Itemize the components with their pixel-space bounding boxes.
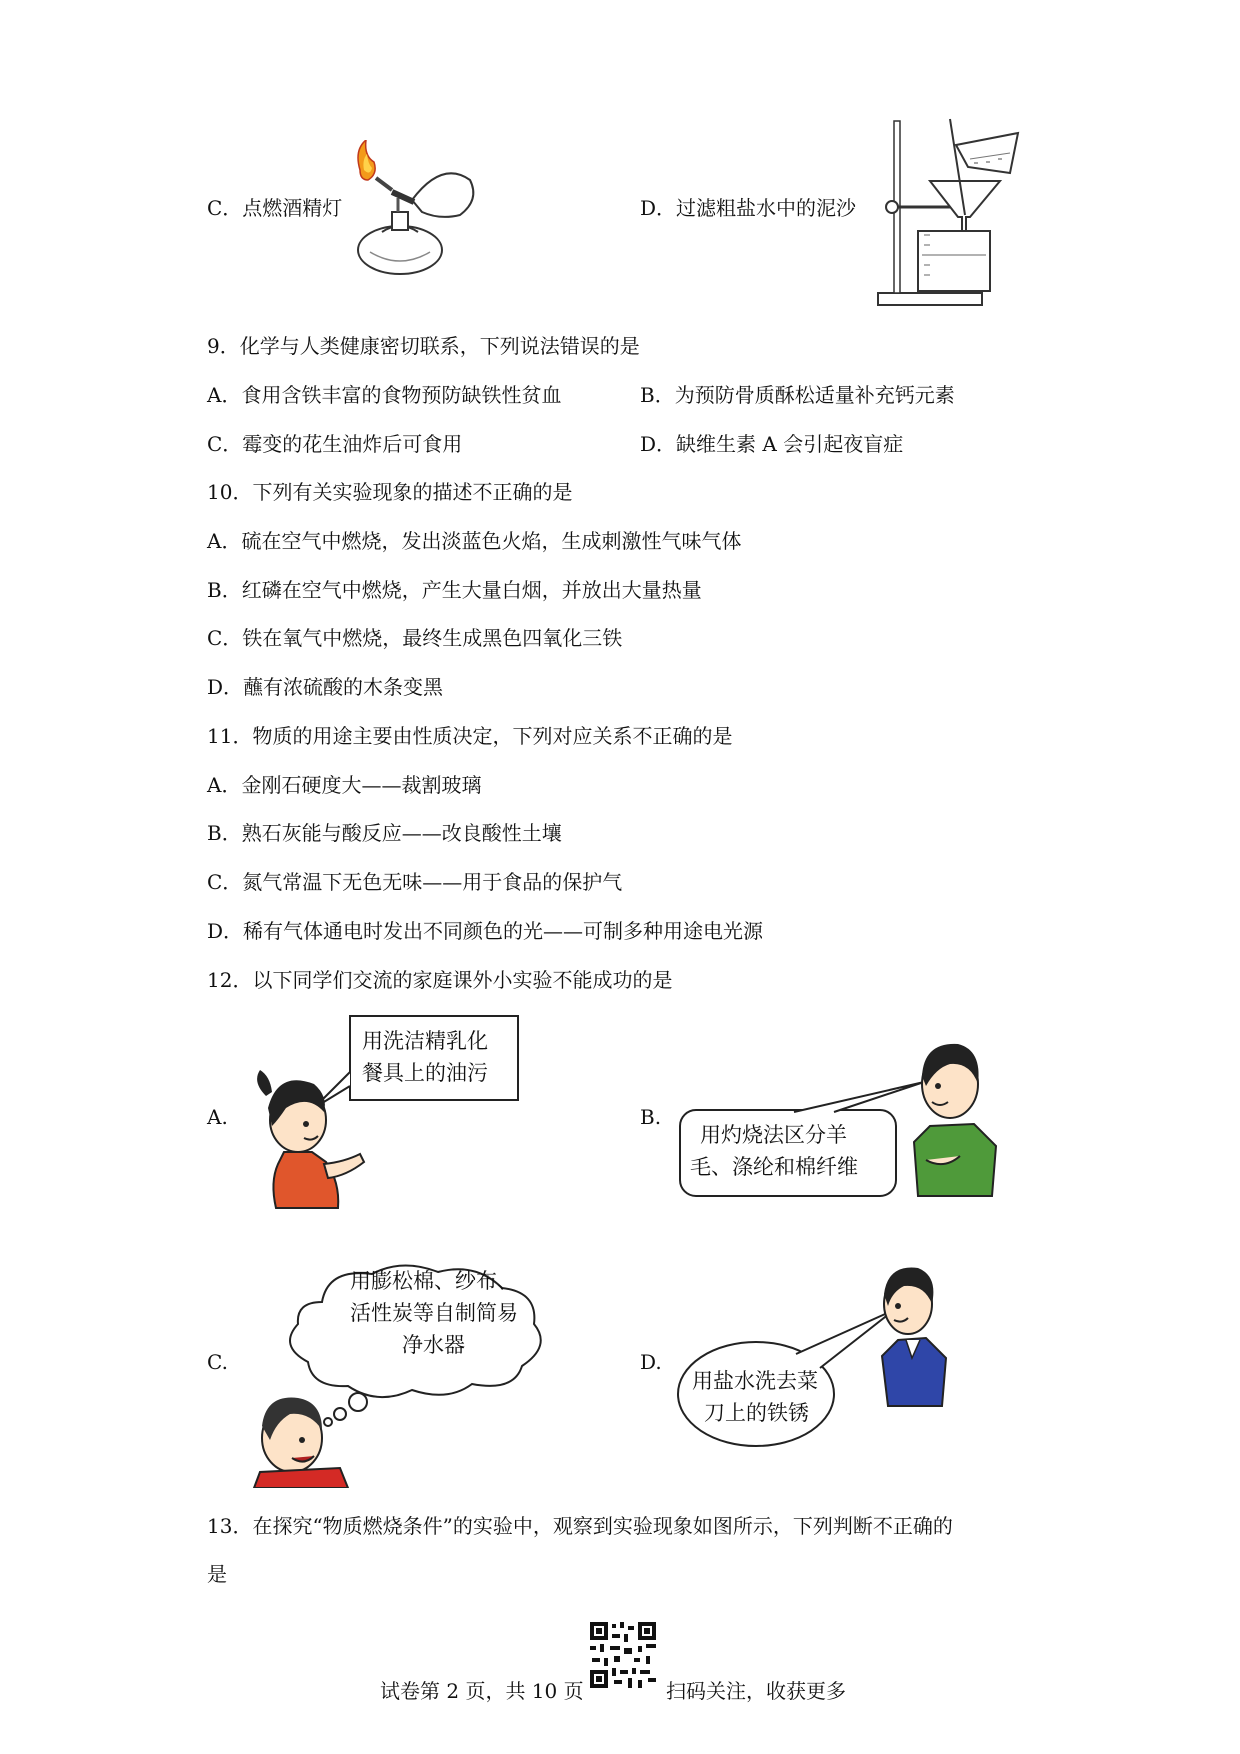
q9-option-d: D．缺维生素 A 会引起夜盲症 [640,432,904,456]
filtration-apparatus-illustration [870,115,1030,310]
option-d-text: D．过滤粗盐水中的泥沙 [640,196,857,220]
q11-option-c: C．氮气常温下无色无味——用于食品的保护气 [207,870,623,894]
bubble-d-line1: 用盐水洗去菜 [692,1369,818,1393]
q9-stem: 9．化学与人类健康密切联系，下列说法错误的是 [207,334,640,358]
qr-code-icon[interactable] [588,1620,658,1690]
q12-label-a: A. [207,1105,228,1129]
bubble-a-line2: 餐具上的油污 [362,1061,488,1085]
man-cartoon-d [676,1258,976,1458]
bubble-a-line1: 用洗洁精乳化 [362,1029,488,1053]
bubble-b-line2: 毛、涤纶和棉纤维 [690,1155,858,1179]
q11-option-d: D．稀有气体通电时发出不同颜色的光——可制多种用途电光源 [207,919,764,943]
alcohol-lamp-illustration [352,140,482,280]
q11-stem: 11．物质的用途主要由性质决定，下列对应关系不正确的是 [207,724,733,748]
bubble-d-line2: 刀上的铁锈 [704,1401,809,1425]
q12-label-c: C. [207,1350,228,1374]
bubble-c-line1: 用膨松棉、纱布、 [350,1269,518,1293]
q9-option-b: B．为预防骨质酥松适量补充钙元素 [640,383,955,407]
q10-option-c: C．铁在氧气中燃烧，最终生成黑色四氧化三铁 [207,626,623,650]
bubble-b-line1: 用灼烧法区分羊 [700,1123,847,1147]
q9-option-a: A．食用含铁丰富的食物预防缺铁性贫血 [207,383,562,407]
q10-option-d: D．蘸有浓硫酸的木条变黑 [207,675,444,699]
q12-label-d: D. [640,1350,662,1374]
q12-label-b: B. [640,1105,662,1129]
q10-stem: 10．下列有关实验现象的描述不正确的是 [207,480,573,504]
q10-option-b: B．红磷在空气中燃烧，产生大量白烟，并放出大量热量 [207,578,702,602]
bubble-c-line3: 净水器 [402,1333,465,1357]
q11-option-a: A．金刚石硬度大——裁割玻璃 [207,773,482,797]
q13-stem-cont: 是 [207,1562,227,1586]
bubble-c-line2: 活性炭等自制简易 [350,1301,518,1325]
footer-scan-hint: 扫码关注，收获更多 [666,1679,846,1703]
q11-option-b: B．熟石灰能与酸反应——改良酸性土壤 [207,821,562,845]
footer-page-info: 试卷第 2 页，共 10 页 [380,1679,584,1703]
q9-option-c: C．霉变的花生油炸后可食用 [207,432,463,456]
q12-stem: 12．以下同学们交流的家庭课外小实验不能成功的是 [207,968,673,992]
q10-option-a: A．硫在空气中燃烧，发出淡蓝色火焰，生成刺激性气味气体 [207,529,742,553]
option-c-text: C．点燃酒精灯 [207,196,343,220]
q13-stem: 13．在探究“物质燃烧条件”的实验中，观察到实验现象如图所示，下列判断不正确的 [207,1514,953,1538]
